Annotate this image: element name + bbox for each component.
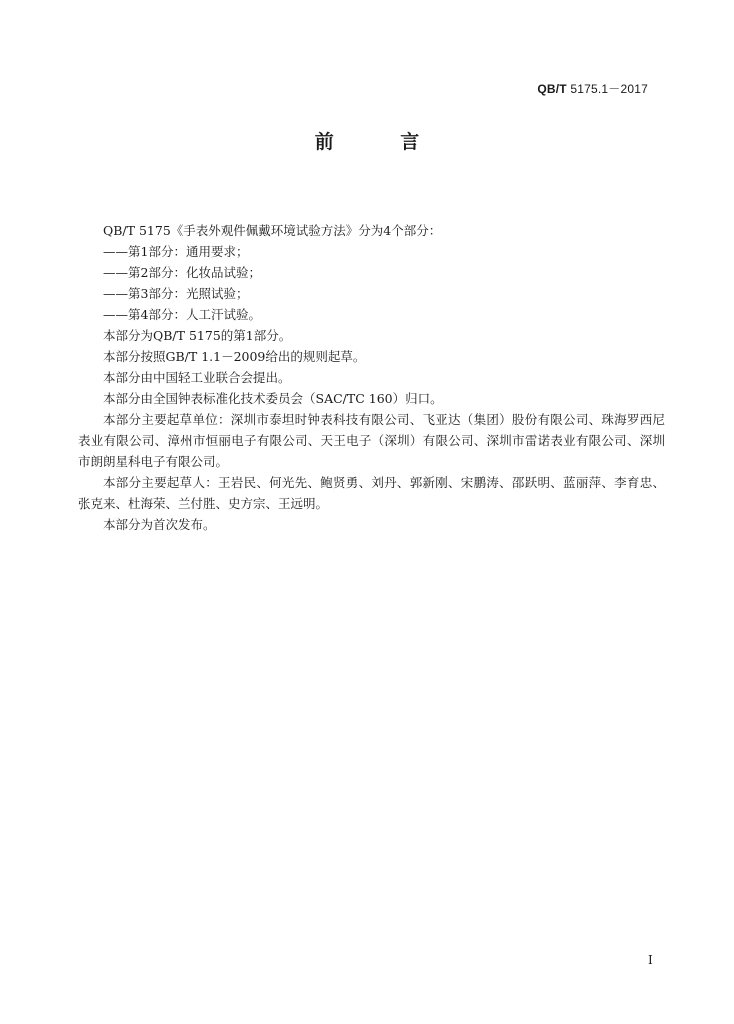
document-code: [537, 80, 648, 97]
part-2-item: ——第2部分：化妆品试验；: [103, 265, 261, 280]
part-4-item: ——第4部分：人工汗试验。: [103, 307, 261, 322]
drafters: 本部分主要起草人：王岩民、何光先、鲍贤勇、刘丹、郭新刚、宋鹏涛、邵跃明、蓝丽萍、李育忠、张克来、杜海荣、兰付胜、史方宗、王远明。: [78, 475, 665, 511]
document-body: [78, 220, 665, 535]
responsible-committee: 本部分由全国钟表标准化技术委员会（SAC/TC 160）归口。: [103, 391, 443, 406]
drafting-units: 本部分主要起草单位：深圳市泰坦时钟表科技有限公司、飞亚达（集团）股份有限公司、珠海罗西尼表业有限公司、漳州市恒丽电子有限公司、天王电子（深圳）有限公司、深圳市雷诺表业有限公司、深圳市朗朗星科电子有限公司。: [78, 412, 665, 469]
first-release: 本部分为首次发布。: [103, 517, 216, 532]
part-3-item: ——第3部分：光照试验；: [103, 286, 249, 301]
document-code-prefix: QB/T: [537, 82, 567, 96]
part-statement: 本部分为QB/T 5175的第1部分。: [103, 328, 292, 343]
page-title: 前 言: [314, 131, 450, 153]
part-1-item: ——第1部分：通用要求；: [103, 244, 249, 259]
page-number: I: [648, 953, 653, 967]
drafting-rules: 本部分按照GB/T 1.1－2009给出的规则起草。: [103, 349, 366, 364]
parts-intro: QB/T 5175《手表外观件佩戴环境试验方法》分为4个部分：: [103, 223, 442, 238]
proposer: 本部分由中国轻工业联合会提出。: [103, 370, 291, 385]
document-code-number: 5175.1－2017: [570, 82, 648, 96]
